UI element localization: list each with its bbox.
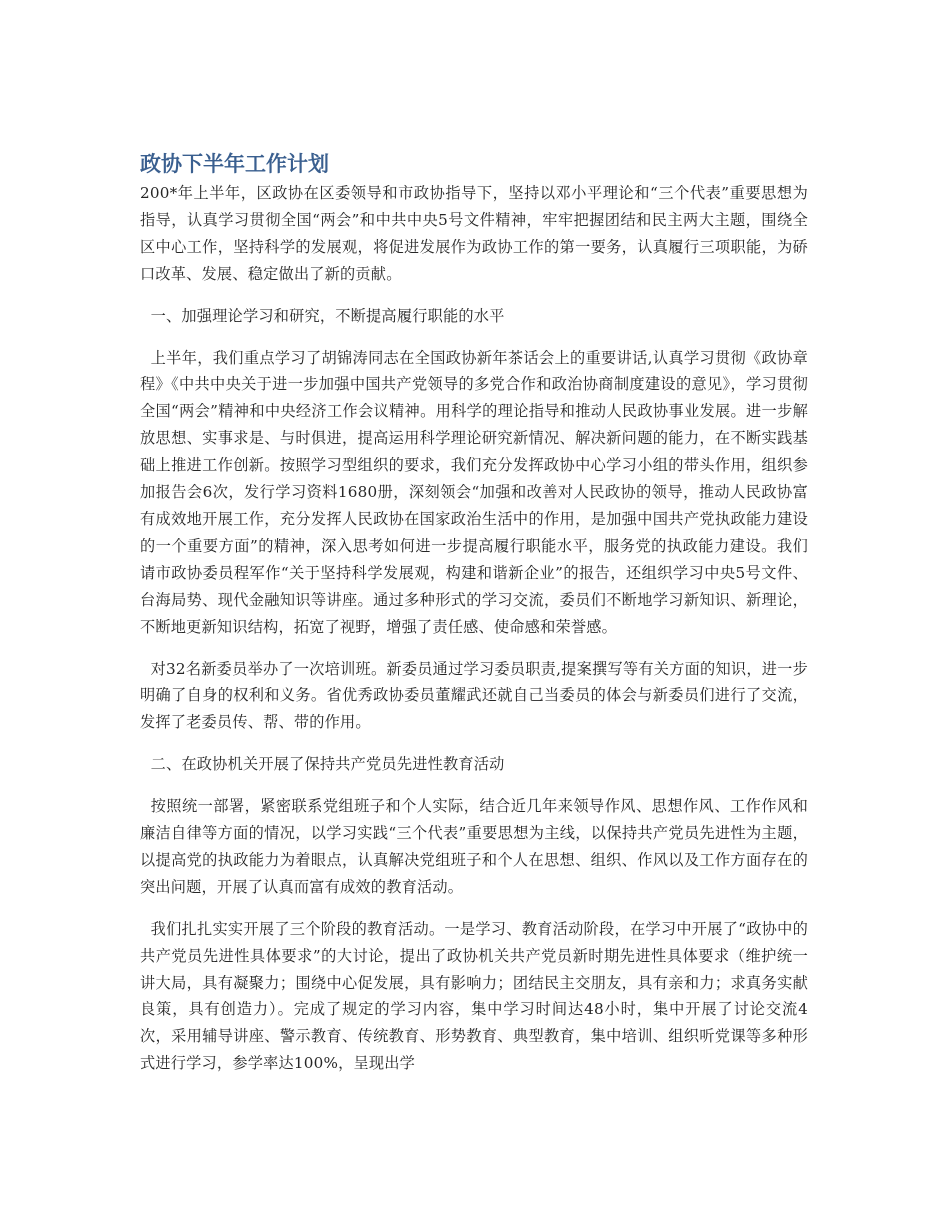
document-title: 政协下半年工作计划 (140, 152, 329, 176)
paragraph-education-stages: 我们扎扎实实开展了三个阶段的教育活动。一是学习、教育活动阶段，在学习中开展了“政协中的共产党员先进性具体要求”的大讨论，提出了政协机关共产党员新时期先进性具体要求（维护统一讲大局，具有凝聚力；围绕中心促发展，具有影响力；团结民主交朋友，具有亲和力；求真务实献良策，具有创造力）。完成了规定的学习内容，集中学习时间达48小时，集中开展了讨论交流4次，采用辅导讲座、警示教育、传统教育、形势教育、典型教育，集中培训、组织听党课等多种形式进行学习，参学率达100%，呈现出学 (140, 919, 808, 1073)
section-heading-1: 一、加强理论学习和研究，不断提高履行职能的水平 (150, 306, 505, 325)
document-page (140, 148, 808, 1092)
paragraph-new-members-training: 对32名新委员举办了一次培训班。新委员通过学习委员职责,提案撰写等有关方面的知识，进一步明确了自身的权利和义务。省优秀政协委员董耀武还就自己当委员的体会与新委员们进行了交流，发挥了老委员传、帮、带的作用。 (140, 659, 808, 732)
section-heading-2: 二、在政协机关开展了保持共产党员先进性教育活动 (150, 755, 505, 774)
paragraph-intro: 200*年上半年，区政协在区委领导和市政协指导下，坚持以邓小平理论和“三个代表”重要思想为指导，认真学习贯彻全国“两会”和中共中央5号文件精神，牢牢把握团结和民主两大主题，围绕全区中心工作，坚持科学的发展观，将促进发展作为政协工作的第一要务，认真履行三项职能，为硚口改革、发展、稳定做出了新的贡献。 (140, 184, 808, 283)
paragraph-theory-study: 上半年，我们重点学习了胡锦涛同志在全国政协新年茶话会上的重要讲话,认真学习贯彻《政协章程》《中共中央关于进一步加强中国共产党领导的多党合作和政治协商制度建设的意见》，学习贯彻全国“两会”精神和中央经济工作会议精神。用科学的理论指导和推动人民政协事业发展。进一步解放思想、实事求是、与时俱进，提高运用科学理论研究新情况、解决新问题的能力，在不断实践基础上推进工作创新。按照学习型组织的要求，我们充分发挥政协中心学习小组的带头作用，组织参加报告会6次，发行学习资料1680册，深刻领会“加强和改善对人民政协的领导，推动人民政协富有成效地开展工作，充分发挥人民政协在国家政治生活中的作用，是加强中国共产党执政能力建设的一个重要方面”的精神，深入思考如何进一步提高履行职能水平，服务党的执政能力建设。我们请市政协委员程军作“关于坚持科学发展观，构建和谐新企业”的报告，还组织学习中央5号文件、台海局势、现代金融知识等讲座。通过多种形式的学习交流，委员们不断地学习新知识、新理论，不断地更新知识结构，拓宽了视野，增强了责任感、使命感和荣誉感。 (140, 348, 808, 636)
paragraph-education-deployment: 按照统一部署，紧密联系党组班子和个人实际，结合近几年来领导作风、思想作风、工作作风和廉洁自律等方面的情况，以学习实践“三个代表”重要思想为主线，以保持共产党员先进性为主题，以提高党的执政能力为着眼点，认真解决党组班子和个人在思想、组织、作风以及工作方面存在的突出问题，开展了认真而富有成效的教育活动。 (140, 797, 808, 896)
